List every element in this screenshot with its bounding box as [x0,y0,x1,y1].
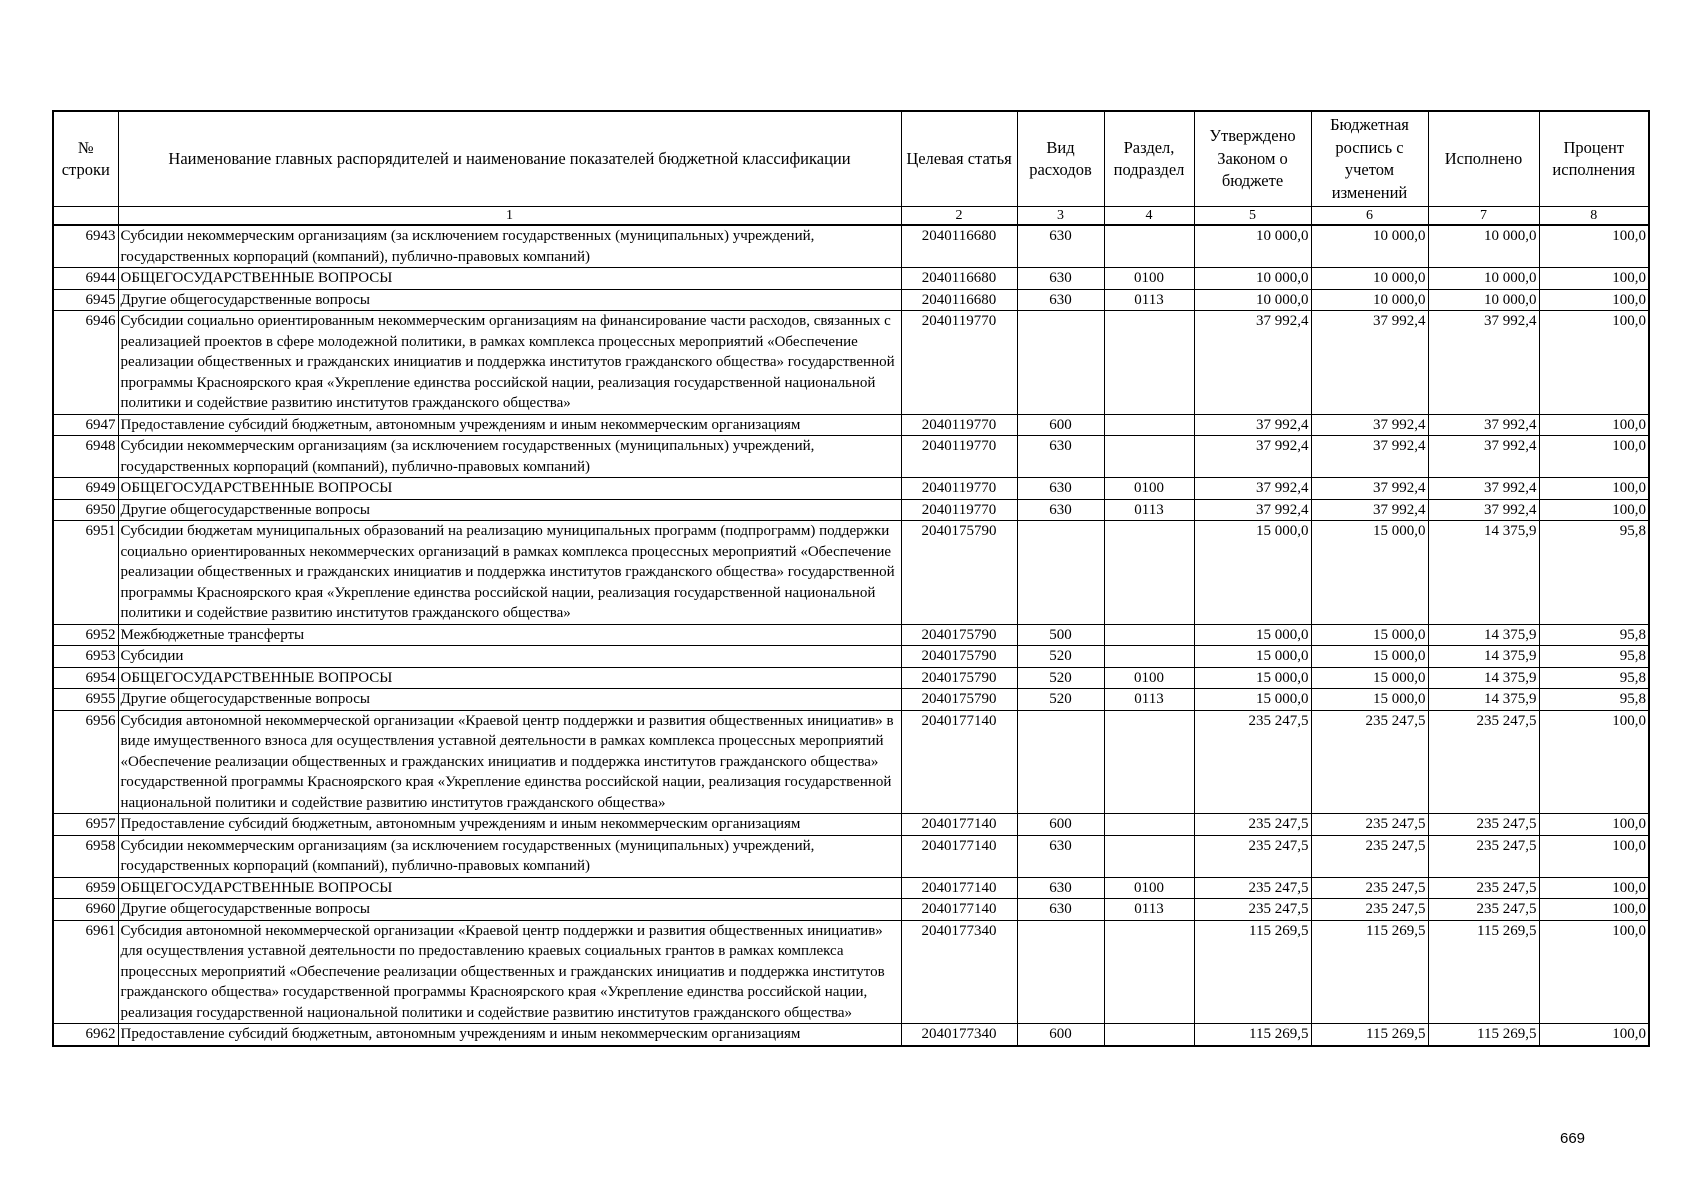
cell-expense-type: 630 [1017,436,1104,478]
table-row [53,499,1649,521]
cell-percent: 100,0 [1539,710,1649,814]
cell-percent: 100,0 [1539,877,1649,899]
cell-approved: 37 992,4 [1194,478,1311,500]
cell-name: Другие общегосударственные вопросы [118,899,901,921]
cell-approved: 15 000,0 [1194,624,1311,646]
cell-percent: 95,8 [1539,521,1649,625]
cell-budget-schedule: 15 000,0 [1311,646,1428,668]
cell-name: Предоставление субсидий бюджетным, автономным учреждениям и иным некоммерческим организациям [118,1024,901,1046]
cell-percent: 100,0 [1539,436,1649,478]
cell-percent: 100,0 [1539,311,1649,415]
cell-budget-schedule: 15 000,0 [1311,624,1428,646]
budget-execution-table [52,110,1650,1047]
cell-percent: 100,0 [1539,899,1649,921]
cell-executed: 37 992,4 [1428,478,1539,500]
cell-target-article: 2040177340 [901,920,1017,1024]
table-row [53,814,1649,836]
cell-percent: 100,0 [1539,289,1649,311]
cell-expense-type: 630 [1017,268,1104,290]
cell-section [1104,835,1194,877]
table-row [53,311,1649,415]
cell-section [1104,521,1194,625]
table-row [53,899,1649,921]
cell-row-number: 6952 [53,624,118,646]
cell-executed: 14 375,9 [1428,521,1539,625]
table-row [53,920,1649,1024]
cell-row-number: 6943 [53,225,118,268]
table-row [53,667,1649,689]
cell-approved: 37 992,4 [1194,499,1311,521]
cell-row-number: 6957 [53,814,118,836]
cell-row-number: 6950 [53,499,118,521]
cell-budget-schedule: 10 000,0 [1311,225,1428,268]
cell-executed: 115 269,5 [1428,920,1539,1024]
header-section: Раздел, подраздел [1104,111,1194,207]
cell-percent: 100,0 [1539,225,1649,268]
cell-approved: 37 992,4 [1194,311,1311,415]
cell-expense-type: 630 [1017,289,1104,311]
table-body [53,225,1649,1046]
cell-name: ОБЩЕГОСУДАРСТВЕННЫЕ ВОПРОСЫ [118,268,901,290]
cell-target-article: 2040175790 [901,646,1017,668]
cell-name: Субсидии некоммерческим организациям (за исключением государственных (муниципальных) учреждений, государственных корпораций (компаний), публично-правовых компаний) [118,436,901,478]
cell-row-number: 6945 [53,289,118,311]
cell-expense-type: 630 [1017,499,1104,521]
header-expense-type: Вид расходов [1017,111,1104,207]
cell-target-article: 2040119770 [901,499,1017,521]
cell-executed: 37 992,4 [1428,436,1539,478]
table-row [53,478,1649,500]
cell-executed: 37 992,4 [1428,499,1539,521]
cell-approved: 10 000,0 [1194,225,1311,268]
cell-executed: 10 000,0 [1428,289,1539,311]
cell-name: ОБЩЕГОСУДАРСТВЕННЫЕ ВОПРОСЫ [118,478,901,500]
cell-budget-schedule: 10 000,0 [1311,268,1428,290]
column-number: 5 [1194,207,1311,226]
cell-section: 0100 [1104,877,1194,899]
cell-expense-type: 500 [1017,624,1104,646]
cell-section: 0100 [1104,667,1194,689]
cell-budget-schedule: 115 269,5 [1311,920,1428,1024]
cell-executed: 235 247,5 [1428,899,1539,921]
cell-executed: 37 992,4 [1428,414,1539,436]
cell-name: Субсидии [118,646,901,668]
cell-expense-type: 630 [1017,877,1104,899]
cell-percent: 100,0 [1539,499,1649,521]
cell-executed: 14 375,9 [1428,624,1539,646]
cell-budget-schedule: 235 247,5 [1311,899,1428,921]
table-row [53,436,1649,478]
cell-section [1104,710,1194,814]
cell-row-number: 6960 [53,899,118,921]
cell-budget-schedule: 235 247,5 [1311,710,1428,814]
cell-section: 0100 [1104,478,1194,500]
cell-target-article: 2040116680 [901,289,1017,311]
cell-row-number: 6944 [53,268,118,290]
cell-name: Другие общегосударственные вопросы [118,289,901,311]
cell-expense-type [1017,710,1104,814]
cell-approved: 15 000,0 [1194,521,1311,625]
cell-target-article: 2040119770 [901,414,1017,436]
cell-expense-type: 520 [1017,667,1104,689]
cell-row-number: 6954 [53,667,118,689]
cell-name: Субсидии некоммерческим организациям (за исключением государственных (муниципальных) учреждений, государственных корпораций (компаний), публично-правовых компаний) [118,835,901,877]
cell-executed: 14 375,9 [1428,667,1539,689]
table-row [53,710,1649,814]
cell-target-article: 2040116680 [901,225,1017,268]
cell-approved: 15 000,0 [1194,689,1311,711]
header-row-number: № строки [53,111,118,207]
cell-target-article: 2040177140 [901,835,1017,877]
cell-percent: 95,8 [1539,667,1649,689]
cell-section [1104,311,1194,415]
column-number: 1 [118,207,901,226]
cell-expense-type: 630 [1017,225,1104,268]
cell-expense-type: 600 [1017,414,1104,436]
cell-approved: 235 247,5 [1194,835,1311,877]
cell-target-article: 2040119770 [901,478,1017,500]
column-number [53,207,118,226]
cell-section [1104,436,1194,478]
column-number: 2 [901,207,1017,226]
cell-percent: 100,0 [1539,814,1649,836]
cell-approved: 235 247,5 [1194,710,1311,814]
column-number: 3 [1017,207,1104,226]
cell-row-number: 6947 [53,414,118,436]
cell-percent: 95,8 [1539,689,1649,711]
cell-approved: 10 000,0 [1194,268,1311,290]
cell-row-number: 6955 [53,689,118,711]
cell-executed: 10 000,0 [1428,225,1539,268]
cell-executed: 115 269,5 [1428,1024,1539,1046]
cell-target-article: 2040119770 [901,311,1017,415]
cell-budget-schedule: 15 000,0 [1311,667,1428,689]
cell-expense-type: 520 [1017,646,1104,668]
cell-target-article: 2040116680 [901,268,1017,290]
table-row [53,521,1649,625]
cell-row-number: 6956 [53,710,118,814]
cell-percent: 100,0 [1539,1024,1649,1046]
cell-approved: 115 269,5 [1194,920,1311,1024]
cell-budget-schedule: 15 000,0 [1311,521,1428,625]
cell-executed: 235 247,5 [1428,814,1539,836]
cell-approved: 15 000,0 [1194,667,1311,689]
cell-approved: 15 000,0 [1194,646,1311,668]
cell-section: 0100 [1104,268,1194,290]
cell-name: Другие общегосударственные вопросы [118,689,901,711]
cell-budget-schedule: 115 269,5 [1311,1024,1428,1046]
cell-section: 0113 [1104,499,1194,521]
cell-row-number: 6946 [53,311,118,415]
cell-row-number: 6949 [53,478,118,500]
table-row [53,1024,1649,1046]
table-row [53,414,1649,436]
cell-approved: 115 269,5 [1194,1024,1311,1046]
cell-target-article: 2040175790 [901,624,1017,646]
cell-budget-schedule: 10 000,0 [1311,289,1428,311]
cell-executed: 235 247,5 [1428,835,1539,877]
cell-percent: 100,0 [1539,478,1649,500]
cell-percent: 100,0 [1539,835,1649,877]
cell-name: Субсидии некоммерческим организациям (за исключением государственных (муниципальных) учреждений, государственных корпораций (компаний), публично-правовых компаний) [118,225,901,268]
table-row [53,225,1649,268]
table-row [53,268,1649,290]
cell-section [1104,225,1194,268]
cell-expense-type: 520 [1017,689,1104,711]
cell-executed: 10 000,0 [1428,268,1539,290]
cell-percent: 95,8 [1539,646,1649,668]
cell-budget-schedule: 37 992,4 [1311,499,1428,521]
cell-percent: 100,0 [1539,268,1649,290]
cell-expense-type: 600 [1017,1024,1104,1046]
cell-name: Субсидии бюджетам муниципальных образований на реализацию муниципальных программ (подпрограмм) поддержки социально ориентированных некоммерческих организаций в рамках комплекса процессных мероприятий «Обеспечение реализации общественных и гражданских инициатив и поддержка институтов гражданского общества» государственной программы Красноярского края «Укрепление единства российской нации, реализация государственной национальной политики и содействие развитию институтов гражданского общества» [118,521,901,625]
column-number: 7 [1428,207,1539,226]
cell-row-number: 6962 [53,1024,118,1046]
header-approved: Утверждено Законом о бюджете [1194,111,1311,207]
table-row [53,624,1649,646]
cell-name: Предоставление субсидий бюджетным, автономным учреждениям и иным некоммерческим организациям [118,414,901,436]
cell-section: 0113 [1104,689,1194,711]
cell-approved: 10 000,0 [1194,289,1311,311]
table-header-row [53,111,1649,207]
cell-name: Межбюджетные трансферты [118,624,901,646]
cell-budget-schedule: 235 247,5 [1311,814,1428,836]
cell-executed: 235 247,5 [1428,877,1539,899]
cell-expense-type: 630 [1017,899,1104,921]
cell-target-article: 2040177340 [901,1024,1017,1046]
cell-target-article: 2040177140 [901,710,1017,814]
column-number: 6 [1311,207,1428,226]
cell-executed: 37 992,4 [1428,311,1539,415]
cell-approved: 37 992,4 [1194,414,1311,436]
header-budget-schedule: Бюджетная роспись с учетом изменений [1311,111,1428,207]
cell-row-number: 6961 [53,920,118,1024]
cell-target-article: 2040175790 [901,521,1017,625]
cell-budget-schedule: 15 000,0 [1311,689,1428,711]
cell-approved: 235 247,5 [1194,877,1311,899]
header-percent: Процент исполнения [1539,111,1649,207]
cell-expense-type [1017,311,1104,415]
header-executed: Исполнено [1428,111,1539,207]
cell-row-number: 6948 [53,436,118,478]
cell-name: Субсидия автономной некоммерческой организации «Краевой центр поддержки и развития общественных инициатив» для осуществления уставной деятельности по предоставлению краевых социальных грантов в рамках комплекса процессных мероприятий «Обеспечение реализации общественных и гражданских инициатив и поддержка институтов гражданского общества» государственной программы Красноярского края «Укрепление единства российской нации, реализация государственной национальной политики и содействие развитию институтов гражданского общества» [118,920,901,1024]
cell-name: Субсидии социально ориентированным некоммерческим организациям на финансирование части расходов, связанных с реализацией проектов в сфере молодежной политики, в рамках комплекса процессных мероприятий «Обеспечение реализации общественных и гражданских инициатив и поддержка институтов гражданского общества» государственной программы Красноярского края «Укрепление единства российской нации, реализация государственной национальной политики и содействие развитию институтов гражданского общества» [118,311,901,415]
cell-name: ОБЩЕГОСУДАРСТВЕННЫЕ ВОПРОСЫ [118,877,901,899]
cell-percent: 100,0 [1539,414,1649,436]
cell-target-article: 2040175790 [901,689,1017,711]
cell-section: 0113 [1104,289,1194,311]
cell-budget-schedule: 37 992,4 [1311,436,1428,478]
page-number: 669 [1560,1130,1586,1147]
column-number: 8 [1539,207,1649,226]
cell-target-article: 2040119770 [901,436,1017,478]
cell-budget-schedule: 235 247,5 [1311,835,1428,877]
cell-budget-schedule: 37 992,4 [1311,311,1428,415]
cell-name: Субсидия автономной некоммерческой организации «Краевой центр поддержки и развития общественных инициатив» в виде имущественного взноса для осуществления уставной деятельности в рамках комплекса процессных мероприятий «Обеспечение реализации общественных и гражданских инициатив и поддержка институтов гражданского общества» государственной программы Красноярского края «Укрепление единства российской нации, реализация государственной национальной политики и содействие развитию институтов гражданского общества» [118,710,901,814]
cell-target-article: 2040177140 [901,899,1017,921]
cell-section [1104,814,1194,836]
cell-name: Предоставление субсидий бюджетным, автономным учреждениям и иным некоммерческим организациям [118,814,901,836]
cell-budget-schedule: 37 992,4 [1311,478,1428,500]
header-name: Наименование главных распорядителей и наименование показателей бюджетной классификации [118,111,901,207]
cell-section: 0113 [1104,899,1194,921]
cell-section [1104,414,1194,436]
cell-percent: 95,8 [1539,624,1649,646]
cell-section [1104,1024,1194,1046]
cell-row-number: 6953 [53,646,118,668]
cell-row-number: 6958 [53,835,118,877]
cell-section [1104,624,1194,646]
cell-percent: 100,0 [1539,920,1649,1024]
table-row [53,835,1649,877]
cell-approved: 235 247,5 [1194,899,1311,921]
cell-expense-type [1017,920,1104,1024]
cell-target-article: 2040177140 [901,877,1017,899]
cell-expense-type [1017,521,1104,625]
column-numbers-row [53,207,1649,226]
header-target-article: Целевая статья [901,111,1017,207]
cell-executed: 14 375,9 [1428,646,1539,668]
cell-section [1104,920,1194,1024]
cell-target-article: 2040175790 [901,667,1017,689]
table-row [53,289,1649,311]
table-row [53,877,1649,899]
cell-executed: 235 247,5 [1428,710,1539,814]
cell-approved: 37 992,4 [1194,436,1311,478]
cell-expense-type: 630 [1017,835,1104,877]
cell-expense-type: 630 [1017,478,1104,500]
cell-expense-type: 600 [1017,814,1104,836]
cell-target-article: 2040177140 [901,814,1017,836]
cell-row-number: 6959 [53,877,118,899]
cell-row-number: 6951 [53,521,118,625]
cell-budget-schedule: 37 992,4 [1311,414,1428,436]
table-row [53,689,1649,711]
cell-name: ОБЩЕГОСУДАРСТВЕННЫЕ ВОПРОСЫ [118,667,901,689]
cell-budget-schedule: 235 247,5 [1311,877,1428,899]
cell-section [1104,646,1194,668]
cell-approved: 235 247,5 [1194,814,1311,836]
column-number: 4 [1104,207,1194,226]
cell-executed: 14 375,9 [1428,689,1539,711]
table-row [53,646,1649,668]
cell-name: Другие общегосударственные вопросы [118,499,901,521]
